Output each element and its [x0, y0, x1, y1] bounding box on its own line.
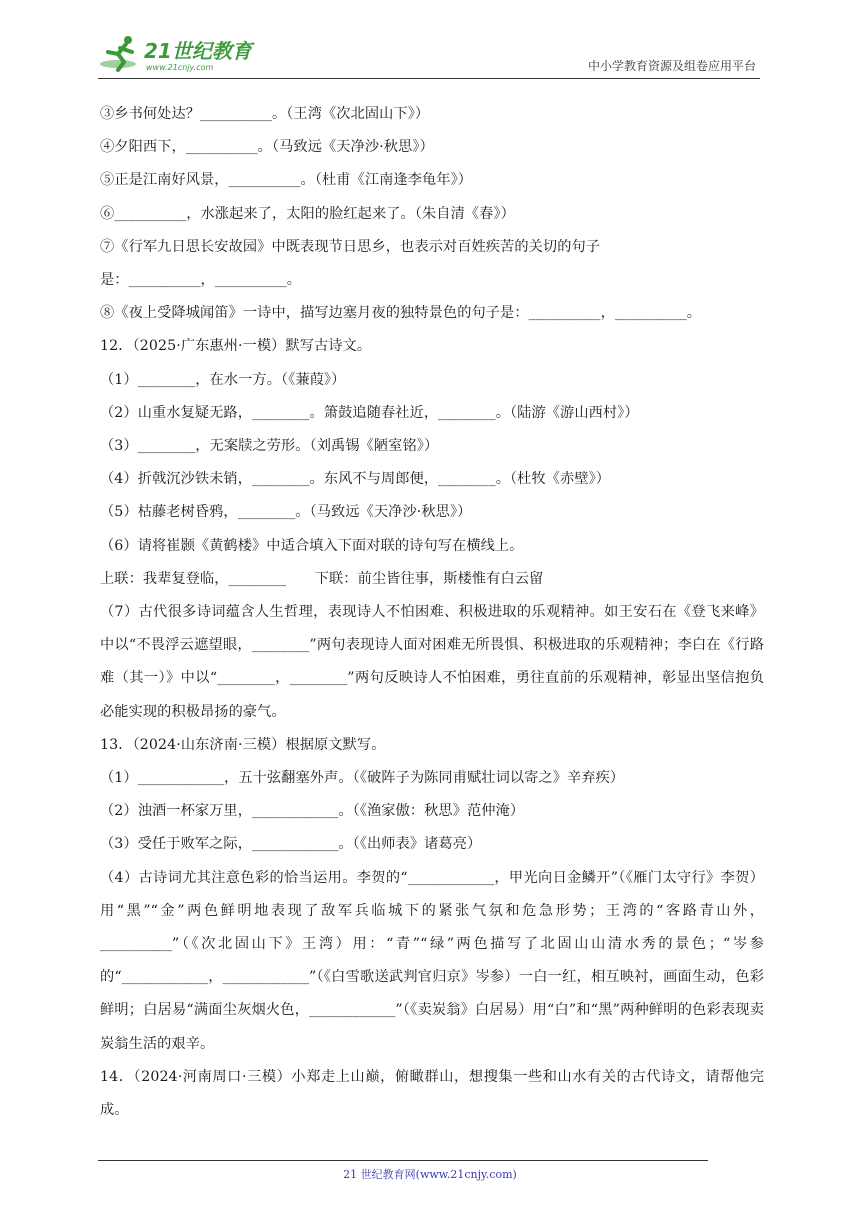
- text-line: （6）请将崔颢《黄鹤楼》中适合填入下面对联的诗句写在横线上。: [100, 537, 524, 554]
- question-heading: 12．（2025·广东惠州·一模）默写古诗文。: [100, 338, 372, 355]
- text-line: （5）枯藤老树昏鸦，________。（马致远《天净沙·秋思》）: [100, 504, 472, 521]
- text-paragraph: （4）古诗词尤其注意色彩的恰当运用。李贺的“____________，甲光向日金鳞开”（《雁门太守行》李贺）用“黑”“金”两色鲜明地表现了敌军兵临城下的紧张气氛和危急形势；王湾的“客路青山外，__________”（《次北固山下》王湾）用：“青”“绿”两色描写了北固山山清水秀的景色；“岑参的“____________，____________”（《白雪歌送武判官归京》岑参）一白一红，相互映衬，画面生动，色彩鲜明；白居易“满面尘灰烟火色，____________”（《卖炭翁》白居易）用“白”和“黑”两种鲜明的色彩表现卖炭翁生活的艰辛。: [100, 869, 764, 1052]
- page-header: [98, 30, 760, 79]
- text-line: ④夕阳西下，__________。（马致远《天净沙·秋思》）: [100, 139, 434, 156]
- document-body: [100, 98, 764, 1127]
- platform-name: 中小学教育资源及组卷应用平台: [587, 59, 756, 73]
- question-heading: 14．（2024·河南周口·三模）小郑走上山巅，俯瞰群山，想搜集一些和山水有关的古代诗文，请帮他完成。: [100, 1068, 764, 1119]
- svg-text:21世纪教育: 21世纪教育: [144, 39, 252, 63]
- text-line: （2）山重水复疑无路，________。箫鼓追随春社近，________。（陆游《游山西村》）: [100, 404, 639, 421]
- text-line: ⑦《行军九日思长安故园》中既表现节日思乡，也表示对百姓疾苦的关切的句子: [100, 238, 601, 255]
- text-paragraph: （7）古代很多诗词蕴含人生哲理，表现诗人不怕困难、积极进取的乐观精神。如王安石在《登飞来峰》中以“不畏浮云遮望眼，________”两句表现诗人面对困难无所畏惧、积极进取的乐观精神；李白在《行路难（其一）》中以“________，________”两句反映诗人不怕困难，勇往直前的乐观精神，彰显出坚信抱负必能实现的积极昂扬的豪气。: [100, 604, 764, 720]
- runner-logo-icon: [98, 32, 268, 74]
- text-line: ⑥__________，水涨起来了，太阳的脸红起来了。（朱自清《春》）: [100, 205, 515, 222]
- text-line: （1）________，在水一方。（《蒹葭》）: [100, 371, 346, 388]
- text-line: ⑧《夜上受降城闻笛》一诗中，描写边塞月夜的独特景色的句子是：__________，__________。: [100, 305, 702, 322]
- page-footer: 21 世纪教育网(www.21cnjy.com): [343, 1168, 517, 1181]
- text-line: （4）折戟沉沙铁未销，________。东风不与周郎便，________。（杜牧《赤壁》）: [100, 471, 611, 488]
- text-line: ③乡书何处达？__________。（王湾《次北固山下》）: [100, 106, 430, 122]
- question-heading: 13．（2024·山东济南·三模）根据原文默写。: [100, 736, 386, 753]
- text-line: （1）____________，五十弦翻塞外声。（《破阵子为陈同甫赋壮词以寄之》辛弃疾）: [100, 770, 625, 787]
- text-line: 上联：我辈复登临，________ 下联：前尘皆往事，斯楼惟有白云留: [100, 570, 544, 587]
- footer-divider: [98, 1160, 708, 1161]
- svg-text:www.21cnjy.com: www.21cnjy.com: [146, 63, 214, 72]
- text-line: ⑤正是江南好风景，__________。（杜甫《江南逢李龟年》）: [100, 172, 473, 189]
- text-line: （3）受任于败军之际，____________。（《出师表》诸葛亮）: [100, 836, 482, 853]
- text-line: （2）浊酒一杯家万里，____________。（《渔家傲：秋思》范仲淹）: [100, 803, 525, 820]
- site-logo: [98, 32, 268, 74]
- text-line: （3）________，无案牍之劳形。（刘禹锡《陋室铭》）: [100, 438, 439, 455]
- text-line: 是：__________，__________。: [100, 272, 302, 289]
